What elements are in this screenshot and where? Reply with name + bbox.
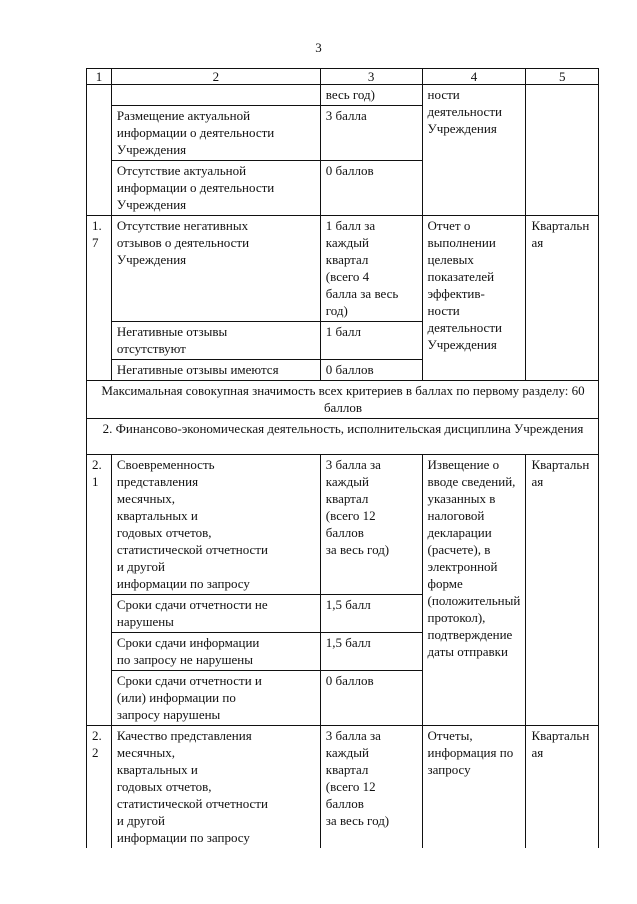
criterion-cell: Размещение актуальной информации о деятельности Учреждения bbox=[111, 106, 320, 161]
criterion-cell: Отсутствие актуальной информации о деятельности Учреждения bbox=[111, 161, 320, 216]
table-row bbox=[87, 726, 599, 849]
criterion-cell: Сроки сдачи отчетности не нарушены bbox=[111, 595, 320, 633]
criterion-cell bbox=[111, 85, 320, 106]
points-cell: 1 балл за каждый квартал (всего 4 балла за весь год) bbox=[320, 216, 422, 322]
header-col-3: 3 bbox=[320, 69, 422, 85]
header-col-2: 2 bbox=[111, 69, 320, 85]
criterion-cell: Отсутствие негативных отзывов о деятельности Учреждения bbox=[111, 216, 320, 322]
row-number-cell: 1.7 bbox=[87, 216, 112, 381]
points-cell: 0 баллов bbox=[320, 360, 422, 381]
points-cell: 3 балла за каждый квартал (всего 12 баллов за весь год) bbox=[320, 726, 422, 849]
points-cell: 0 баллов bbox=[320, 161, 422, 216]
header-col-5: 5 bbox=[526, 69, 599, 85]
criterion-cell: Качество представления месячных, квартальных и годовых отчетов, статистической отчетности и другой информации по запросу bbox=[111, 726, 320, 849]
points-cell: 1,5 балл bbox=[320, 633, 422, 671]
table-header-row bbox=[87, 69, 599, 85]
criteria-table bbox=[86, 68, 599, 848]
points-cell: 1 балл bbox=[320, 322, 422, 360]
period-cell: Квартальная bbox=[526, 216, 599, 381]
points-cell: 0 баллов bbox=[320, 671, 422, 726]
row-number-cell bbox=[87, 85, 112, 216]
source-cell: Извещение о вводе сведений, указанных в налоговой декларации (расчете), в электронной форме (положительный протокол), подтверждение даты отправки bbox=[422, 455, 526, 726]
source-cell: ности деятельности Учреждения bbox=[422, 85, 526, 216]
points-cell: 3 балла bbox=[320, 106, 422, 161]
criterion-cell: Сроки сдачи информации по запросу не нарушены bbox=[111, 633, 320, 671]
criterion-cell: Негативные отзывы отсутствуют bbox=[111, 322, 320, 360]
table-row bbox=[87, 216, 599, 322]
points-cell: весь год) bbox=[320, 85, 422, 106]
period-cell: Квартальная bbox=[526, 726, 599, 849]
criterion-cell: Своевременность представления месячных, квартальных и годовых отчетов, статистической отчетности и другой информации по запросу bbox=[111, 455, 320, 595]
source-cell: Отчеты, информация по запросу bbox=[422, 726, 526, 849]
section-total-row bbox=[87, 381, 599, 419]
points-cell: 1,5 балл bbox=[320, 595, 422, 633]
period-cell bbox=[526, 85, 599, 216]
source-cell: Отчет о выполнении целевых показателей эффектив- ности деятельности Учреждения bbox=[422, 216, 526, 381]
section-title-row bbox=[87, 419, 599, 455]
period-cell: Квартальная bbox=[526, 455, 599, 726]
table-row bbox=[87, 85, 599, 106]
table-row bbox=[87, 455, 599, 595]
criterion-cell: Негативные отзывы имеются bbox=[111, 360, 320, 381]
section-2-title: 2. Финансово-экономическая деятельность, исполнительская дисциплина Учреждения bbox=[87, 419, 599, 455]
header-col-4: 4 bbox=[422, 69, 526, 85]
row-number-cell: 2.2 bbox=[87, 726, 112, 849]
section-1-total: Максимальная совокупная значимость всех критериев в баллах по первому разделу: 60 баллов bbox=[87, 381, 599, 419]
row-number-cell: 2.1 bbox=[87, 455, 112, 726]
page-number: 3 bbox=[315, 40, 322, 55]
criterion-cell: Сроки сдачи отчетности и (или) информации по запросу нарушены bbox=[111, 671, 320, 726]
points-cell: 3 балла за каждый квартал (всего 12 баллов за весь год) bbox=[320, 455, 422, 595]
header-col-1: 1 bbox=[87, 69, 112, 85]
